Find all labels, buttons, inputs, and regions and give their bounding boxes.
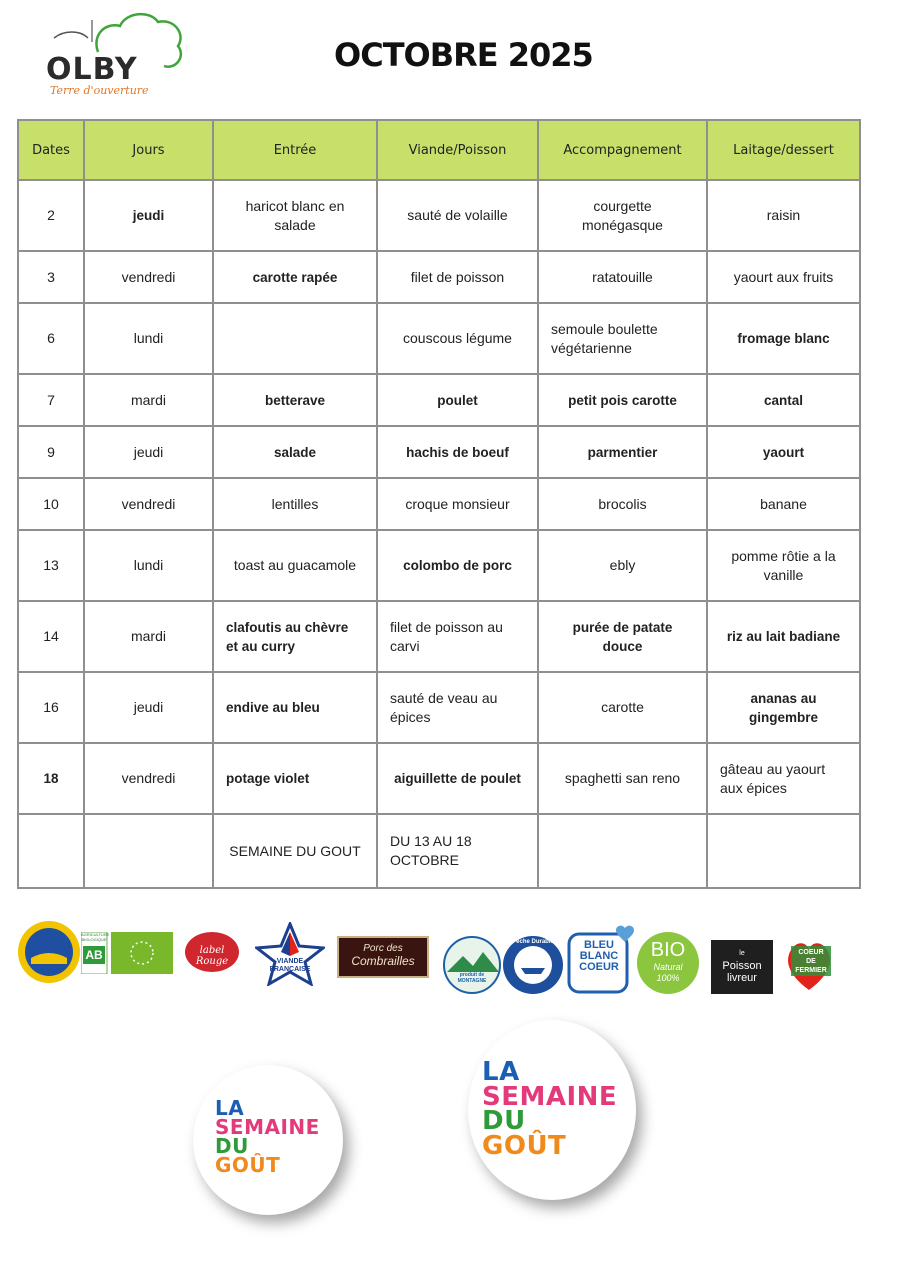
column-header-jours: Jours (84, 120, 213, 180)
cell-day: vendredi (84, 251, 213, 303)
logo-tagline: Terre d'ouverture (50, 84, 149, 97)
cell-day: mardi (84, 601, 213, 672)
column-header-dates: Dates (18, 120, 84, 180)
cell-accompagnement: ebly (538, 530, 707, 601)
cell-viande: filet de poisson (377, 251, 538, 303)
cell-accompagnement: semoule boulette végétarienne (538, 303, 707, 374)
cell-dessert: yaourt aux fruits (707, 251, 860, 303)
ab-organic-label: AGRICULTURE BIOLOGIQUE AB (81, 932, 173, 974)
cell-day: lundi (84, 530, 213, 601)
bio-natural-logo: BIO Natural 100% (637, 932, 699, 994)
cell-day: mardi (84, 374, 213, 426)
cell-entree: toast au guacamole (213, 530, 377, 601)
cell-viande: filet de poisson au carvi (377, 601, 538, 672)
cell-date: 10 (18, 478, 84, 530)
cell-day: jeudi (84, 426, 213, 478)
cell-entree: lentilles (213, 478, 377, 530)
cell-entree (213, 303, 377, 374)
cell-viande: aiguillette de poulet (377, 743, 538, 814)
cell-dessert: pomme rôtie a la vanille (707, 530, 860, 601)
quality-labels-strip (15, 918, 845, 998)
table-row (18, 251, 860, 303)
cell-viande: sauté de volaille (377, 180, 538, 251)
cell-date: 18 (18, 743, 84, 814)
table-row (18, 374, 860, 426)
cell-viande: couscous légume (377, 303, 538, 374)
table-row (18, 303, 860, 374)
table-row (18, 180, 860, 251)
cell-date (18, 814, 84, 888)
cell-viande: DU 13 AU 18 OCTOBRE (377, 814, 538, 888)
le-poisson-livreur-logo: le Poisson livreur (711, 940, 773, 994)
logo-text: OLBY (46, 52, 138, 87)
column-header-viande: Viande/Poisson (377, 120, 538, 180)
table-row (18, 601, 860, 672)
cell-day: vendredi (84, 478, 213, 530)
table-row (18, 672, 860, 743)
menu-table (17, 119, 861, 889)
table-header-row (18, 120, 860, 180)
label-rouge-logo: label Rouge (183, 930, 241, 974)
cell-dessert: yaourt (707, 426, 860, 478)
cell-viande: colombo de porc (377, 530, 538, 601)
cell-dessert: gâteau au yaourt aux épices (707, 743, 860, 814)
page-title: OCTOBRE 2025 (334, 36, 593, 74)
cell-dessert: raisin (707, 180, 860, 251)
cell-date: 14 (18, 601, 84, 672)
cell-viande: sauté de veau au épices (377, 672, 538, 743)
cell-dessert: ananas au gingembre (707, 672, 860, 743)
peche-durable-logo: Pêche Durable (503, 936, 563, 994)
cell-day: vendredi (84, 743, 213, 814)
cell-entree: carotte rapée (213, 251, 377, 303)
table-row (18, 743, 860, 814)
igp-seal-icon (17, 920, 81, 989)
porc-des-combrailles-logo: Porc des Combrailles (337, 936, 429, 978)
cell-dessert: cantal (707, 374, 860, 426)
cell-entree: salade (213, 426, 377, 478)
cell-dessert (707, 814, 860, 888)
cell-date: 3 (18, 251, 84, 303)
table-row (18, 426, 860, 478)
table-row (18, 814, 860, 888)
cell-entree: betterave (213, 374, 377, 426)
cell-day: jeudi (84, 672, 213, 743)
cell-date: 6 (18, 303, 84, 374)
cell-accompagnement: petit pois carotte (538, 374, 707, 426)
cell-entree: potage violet (213, 743, 377, 814)
semaine-du-gout-wordmark: LA SEMAINE DU GOÛT (482, 1057, 618, 1162)
cell-dessert: fromage blanc (707, 303, 860, 374)
cell-entree: endive au bleu (213, 672, 377, 743)
cell-entree: SEMAINE DU GOUT (213, 814, 377, 888)
cell-viande: croque monsieur (377, 478, 538, 530)
cell-day: jeudi (84, 180, 213, 251)
cell-date: 7 (18, 374, 84, 426)
cell-accompagnement: courgette monégasque (538, 180, 707, 251)
cell-accompagnement: ratatouille (538, 251, 707, 303)
cell-date: 16 (18, 672, 84, 743)
table-row (18, 530, 860, 601)
cell-accompagnement (538, 814, 707, 888)
cell-dessert: riz au lait badiane (707, 601, 860, 672)
cell-accompagnement: spaghetti san reno (538, 743, 707, 814)
cell-date: 13 (18, 530, 84, 601)
cell-accompagnement: brocolis (538, 478, 707, 530)
cell-entree: haricot blanc en salade (213, 180, 377, 251)
cell-date: 2 (18, 180, 84, 251)
cell-accompagnement: parmentier (538, 426, 707, 478)
semaine-du-gout-badge-large (468, 1020, 636, 1200)
bleu-blanc-coeur-logo: BLEU BLANC COEUR (567, 924, 639, 994)
semaine-du-gout-badge (193, 1065, 343, 1215)
column-header-accompagnement: Accompagnement (538, 120, 707, 180)
olby-logo (40, 8, 190, 100)
semaine-du-gout-wordmark: LA SEMAINE DU GOÛT (215, 1096, 320, 1177)
produit-de-montagne-logo: produit de MONTAGNE (443, 936, 501, 994)
column-header-dessert: Laitage/dessert (707, 120, 860, 180)
cell-accompagnement: carotte (538, 672, 707, 743)
cell-day: lundi (84, 303, 213, 374)
cell-date: 9 (18, 426, 84, 478)
cell-viande: hachis de boeuf (377, 426, 538, 478)
viande-francaise-logo: VIANDE FRANÇAISE (255, 922, 325, 986)
cell-entree: clafoutis au chèvre et au curry (213, 601, 377, 672)
cell-day (84, 814, 213, 888)
cell-accompagnement: purée de patate douce (538, 601, 707, 672)
cell-viande: poulet (377, 374, 538, 426)
coeur-de-fermier-logo: COEUR DE FERMIER (783, 932, 835, 994)
table-row (18, 478, 860, 530)
column-header-entree: Entrée (213, 120, 377, 180)
cell-dessert: banane (707, 478, 860, 530)
